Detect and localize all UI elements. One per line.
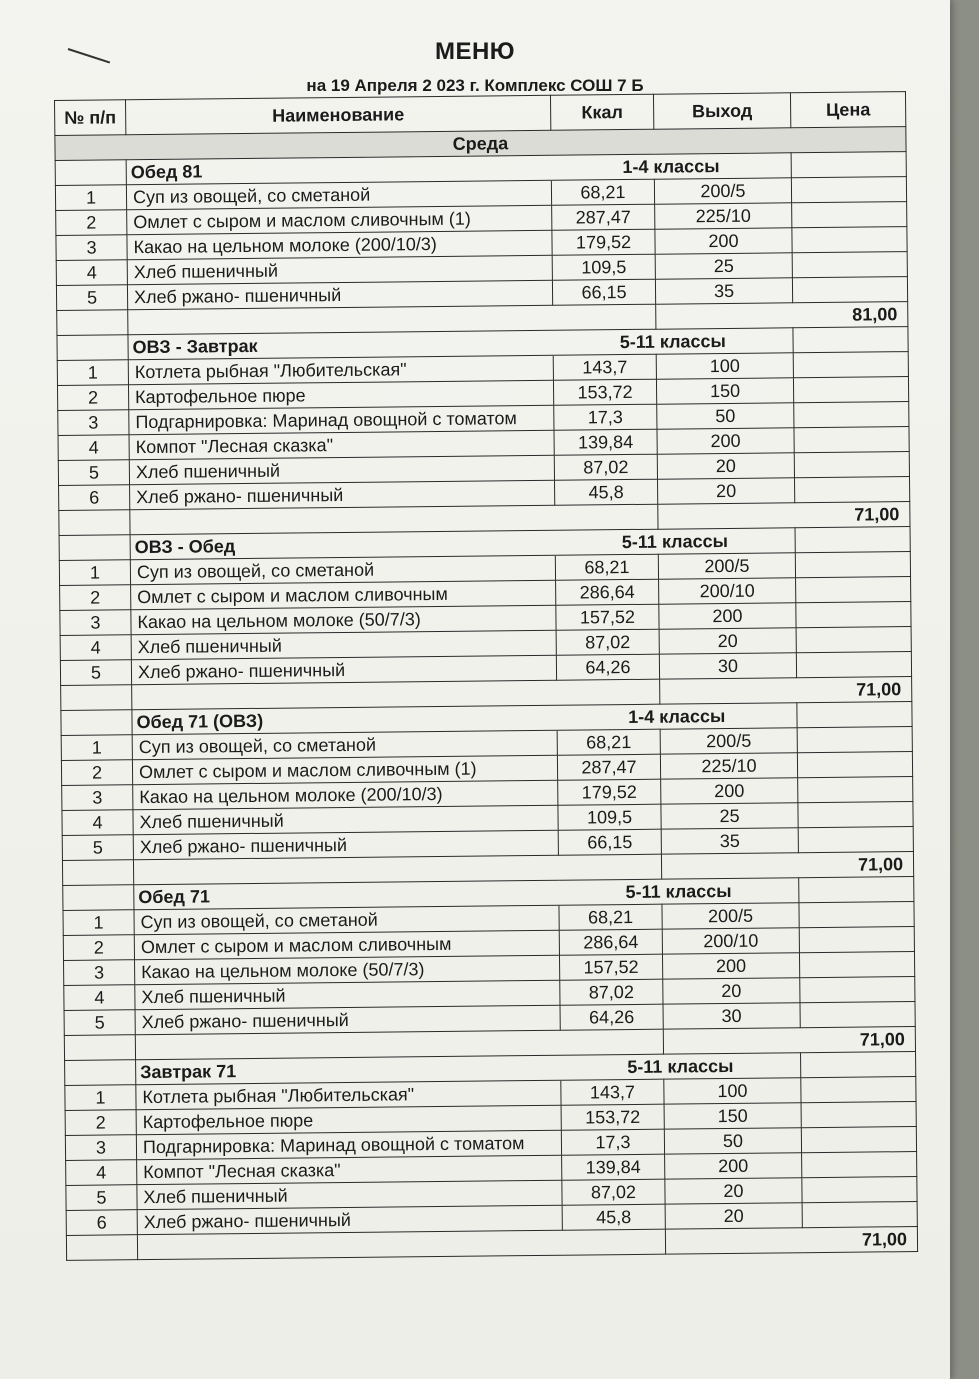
section-classes: 5-11 классы [555,528,795,556]
item-output: 150 [656,378,793,404]
item-output: 200 [662,953,799,979]
item-output: 20 [663,978,800,1004]
item-price [793,352,908,378]
item-price [794,427,909,453]
total-empty-cell [57,310,128,336]
item-kcal: 286,64 [559,929,662,955]
item-name: Омлет с сыром и маслом сливочным [134,930,559,959]
item-number: 4 [66,1160,137,1186]
item-number: 4 [58,435,129,461]
item-output: 20 [659,628,796,654]
item-price [794,477,909,503]
item-kcal: 64,26 [556,654,659,680]
item-number: 1 [57,360,128,386]
item-name: Какао на цельном молоке (200/10/3) [133,780,558,809]
item-price [800,1002,915,1028]
item-output: 25 [661,803,798,829]
item-kcal: 109,5 [552,254,655,280]
item-output: 30 [663,1003,800,1029]
item-number: 1 [65,1085,136,1111]
item-kcal: 45,8 [555,479,658,505]
item-output: 30 [659,653,796,679]
item-name: Хлеб пшеничный [131,630,556,659]
col-header-name: Наименование [126,95,551,134]
item-kcal: 68,21 [551,179,654,205]
item-number: 1 [61,735,132,761]
section-classes: 1-4 классы [557,703,797,731]
item-price [802,1177,917,1203]
item-number: 1 [55,185,126,211]
item-kcal: 87,02 [560,979,663,1005]
item-kcal: 287,47 [552,204,655,230]
total-empty-cell [59,510,130,536]
item-name: Суп из овощей, со сметаной [134,905,559,934]
item-price [799,952,914,978]
section-total-price: 71,00 [660,677,912,705]
item-number: 3 [58,410,129,436]
item-kcal: 68,21 [555,554,658,580]
item-output: 200/5 [658,553,795,579]
item-price [792,252,907,278]
item-output: 200 [655,228,792,254]
item-price [795,552,910,578]
section-price-cell [799,877,914,903]
section-name: ОВЗ - Завтрак [128,330,553,359]
item-output: 50 [664,1128,801,1154]
item-kcal: 66,15 [552,279,655,305]
section-price-cell [791,152,906,178]
item-number: 3 [56,235,127,261]
item-name: Хлеб пшеничный [129,455,554,484]
section-price-cell [795,527,910,553]
item-name: Хлеб ржано- пшеничный [137,1205,562,1234]
item-kcal: 87,02 [562,1179,665,1205]
section-classes: 5-11 классы [561,1053,801,1081]
item-price [796,652,911,678]
total-empty-cell [62,860,133,886]
item-output: 200 [657,428,794,454]
item-output: 200 [661,778,798,804]
item-kcal: 143,7 [553,354,656,380]
section-name: Обед 71 (ОВЗ) [132,705,557,734]
section-price-cell [793,327,908,353]
total-empty-cell [64,1035,135,1061]
item-number: 3 [65,1135,136,1161]
col-header-num: № п/п [55,100,126,136]
item-name: Хлеб пшеничный [133,805,558,834]
section-num-cell [57,335,128,361]
item-number: 5 [60,660,131,686]
item-output: 100 [664,1078,801,1104]
item-name: Хлеб пшеничный [127,255,552,284]
item-kcal: 139,84 [562,1154,665,1180]
item-name: Хлеб ржано- пшеничный [127,280,552,309]
item-number: 4 [64,985,135,1011]
item-price [801,1077,916,1103]
item-output: 20 [665,1178,802,1204]
item-kcal: 179,52 [552,229,655,255]
section-total-price: 71,00 [663,1027,915,1055]
item-output: 200/5 [662,903,799,929]
item-output: 35 [661,828,798,854]
section-classes: 5-11 классы [553,328,793,356]
item-price [802,1152,917,1178]
item-output: 200/5 [654,178,791,204]
item-kcal: 153,72 [561,1104,664,1130]
item-name: Хлеб пшеничный [137,1180,562,1209]
item-kcal: 139,84 [554,429,657,455]
item-output: 200 [659,603,796,629]
section-classes: 1-4 классы [551,153,791,181]
item-output: 225/10 [660,753,797,779]
item-price [798,827,913,853]
item-number: 1 [63,910,134,936]
section-name: Обед 81 [126,155,551,184]
menu-body [55,127,918,1261]
item-name: Хлеб ржано- пшеничный [135,1005,560,1034]
item-number: 2 [56,210,127,236]
item-output: 25 [655,253,792,279]
item-kcal: 17,3 [554,404,657,430]
item-price [794,402,909,428]
item-name: Суп из овощей, со сметаной [130,555,555,584]
section-classes: 5-11 классы [559,878,799,906]
col-header-output: Выход [653,93,790,129]
item-output: 20 [665,1203,802,1229]
item-name: Омлет с сыром и маслом сливочным [131,580,556,609]
section-name: ОВЗ - Обед [130,530,555,559]
item-kcal: 157,52 [559,954,662,980]
section-price-cell [797,702,912,728]
section-num-cell [55,160,126,186]
section-name: Обед 71 [134,880,559,909]
item-number: 5 [64,1010,135,1036]
item-number: 4 [62,810,133,836]
item-name: Какао на цельном молоке (50/7/3) [131,605,556,634]
item-price [801,1127,916,1153]
item-output: 150 [664,1103,801,1129]
item-name: Картофельное пюре [136,1105,561,1134]
item-price [796,627,911,653]
item-price [797,752,912,778]
item-price [797,727,912,753]
item-price [793,377,908,403]
menu-table [54,91,918,1261]
section-num-cell [61,710,132,736]
item-kcal: 64,26 [560,1004,663,1030]
section-num-cell [63,885,134,911]
item-output: 200/10 [659,578,796,604]
section-total-price: 81,00 [656,302,908,330]
item-name: Какао на цельном молоке (50/7/3) [135,955,560,984]
item-name: Суп из овощей, со сметаной [126,180,551,209]
item-price [798,802,913,828]
item-name: Омлет с сыром и маслом сливочным (1) [132,755,557,784]
item-output: 35 [655,278,792,304]
section-total-price: 71,00 [658,502,910,530]
item-kcal: 66,15 [558,829,661,855]
item-number: 4 [56,260,127,286]
item-kcal: 87,02 [556,629,659,655]
item-name: Хлеб ржано- пшеничный [131,655,556,684]
page-subtitle: на 19 Апреля 2 023 г. Комплекс СОШ 7 Б [306,76,644,95]
item-kcal: 17,3 [561,1129,664,1155]
item-output: 20 [658,478,795,504]
section-num-cell [65,1060,136,1086]
item-name: Картофельное пюре [128,380,553,409]
item-kcal: 68,21 [557,729,660,755]
item-number: 2 [57,385,128,411]
item-output: 50 [657,403,794,429]
section-total-price: 71,00 [665,1227,917,1255]
page-title: МЕНЮ [434,38,516,65]
item-number: 1 [59,560,130,586]
total-empty-cell [66,1235,137,1261]
item-output: 200/10 [662,928,799,954]
item-name: Хлеб пшеничный [135,980,560,1009]
item-number: 3 [62,785,133,811]
item-number: 2 [61,760,132,786]
item-name: Котлета рыбная "Любительская" [128,355,553,384]
item-kcal: 143,7 [561,1079,664,1105]
item-kcal: 179,52 [558,779,661,805]
item-number: 3 [60,610,131,636]
item-number: 3 [64,960,135,986]
item-kcal: 157,52 [556,604,659,630]
total-empty-cell [137,1229,665,1260]
item-price [796,602,911,628]
item-kcal: 68,21 [559,904,662,930]
item-kcal: 153,72 [553,379,656,405]
item-name: Хлеб ржано- пшеничный [133,830,558,859]
col-header-kcal: Ккал [550,94,653,130]
item-name: Подгарнировка: Маринад овощной с томатом [129,405,554,434]
item-kcal: 109,5 [558,804,661,830]
item-name: Котлета рыбная "Любительская" [136,1080,561,1109]
section-total-price: 71,00 [661,852,913,880]
item-number: 2 [63,935,134,961]
item-output: 200/5 [660,728,797,754]
item-output: 200 [665,1153,802,1179]
item-price [802,1202,917,1228]
item-name: Суп из овощей, со сметаной [132,730,557,759]
item-kcal: 286,64 [556,579,659,605]
section-name: Завтрак 71 [136,1055,561,1084]
section-num-cell [59,535,130,561]
day-label: Среда [55,127,906,161]
item-name: Подгарнировка: Маринад овощной с томатом [136,1130,561,1159]
item-price [791,177,906,203]
item-number: 5 [66,1185,137,1211]
item-number: 6 [59,485,130,511]
item-number: 6 [66,1210,137,1236]
item-name: Какао на цельном молоке (200/10/3) [127,230,552,259]
section-price-cell [801,1052,916,1078]
item-output: 100 [656,353,793,379]
item-number: 2 [65,1110,136,1136]
item-price [794,452,909,478]
item-number: 4 [60,635,131,661]
item-output: 225/10 [655,203,792,229]
item-price [801,1102,916,1128]
item-number: 5 [56,285,127,311]
item-price [796,577,911,603]
item-number: 5 [62,835,133,861]
item-price [792,227,907,253]
item-kcal: 45,8 [562,1204,665,1230]
item-price [792,202,907,228]
item-name: Компот "Лесная сказка" [137,1155,562,1184]
item-price [800,977,915,1003]
item-name: Омлет с сыром и маслом сливочным (1) [127,205,552,234]
item-price [792,277,907,303]
item-price [799,927,914,953]
item-price [798,777,913,803]
item-name: Хлеб ржано- пшеничный [130,480,555,509]
item-price [799,902,914,928]
item-kcal: 87,02 [554,454,657,480]
col-header-price: Цена [790,92,905,128]
item-number: 2 [60,585,131,611]
item-name: Компот "Лесная сказка" [129,430,554,459]
item-number: 5 [58,460,129,486]
item-kcal: 287,47 [557,754,660,780]
total-empty-cell [61,685,132,711]
item-output: 20 [657,453,794,479]
